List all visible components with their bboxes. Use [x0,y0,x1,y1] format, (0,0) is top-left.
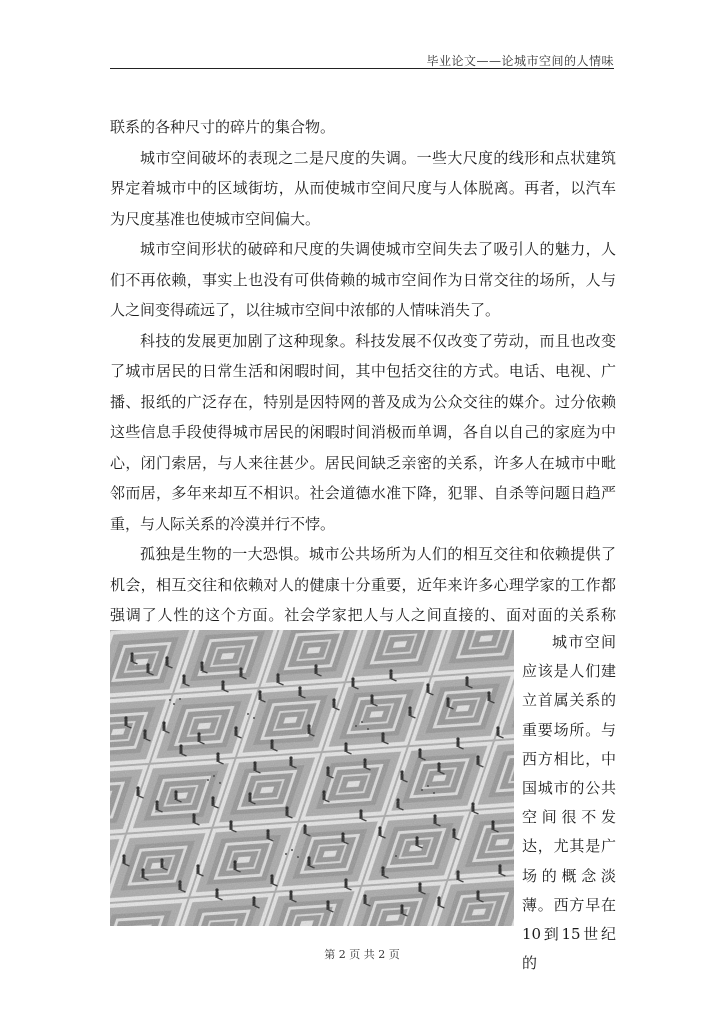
page-footer: 第 2 页 共 2 页 [324,948,400,961]
side-text [522,628,616,978]
plaza-photo-illustration [110,630,514,926]
paragraph-1: 联系的各种尺寸的碎片的集合物。 [110,118,336,136]
page-header-title: 毕业论文——论城市空间的人情味 [426,54,614,68]
side-paragraph: 城市空间应该是人们建立首属关系的重要场所。与西方相比，中国城市的公共空间很不发达，尤其是广场的概念淡薄。西方早在10到15世纪的 [522,633,616,973]
header-rule [110,68,614,69]
paragraph-3: 城市空间形状的破碎和尺度的失调使城市空间失去了吸引人的魅力，人们不再依赖，事实上也没有可供倚赖的城市空间作为日常交往的场所，人与人之间变得疏远了，以往城市空间中浓郁的人情味消失了。 [110,240,616,319]
paragraph-5: 孤独是生物的一大恐惧。城市公共场所为人们的相互交往和依赖提供了机会，相互交往和依赖对人的健康十分重要，近年来许多心理学家的工作都强调了人性的这个方面。社会学家把人与人之间直接的、面对面的关系称 [110,545,616,624]
paragraph-2: 城市空间破坏的表现之二是尺度的失调。一些大尺度的线形和点状建筑界定着城市中的区域街坊，从而使城市空间尺度与人体脱离。再者，以汽车为尺度基准也使城市空间偏大。 [110,148,616,228]
body-text [110,112,616,661]
paragraph-4: 科技的发展更加剧了这种现象。科技发展不仅改变了劳动，而且也改变了城市居民的日常生活和闲暇时间，其中包括交往的方式。电话、电视、广播、报纸的广泛存在，特别是因特网的普及成为公众交往的媒介。过分依赖这些信息手段使得城市居民的闲暇时间消极而单调，各自以自己的家庭为中心，闭门索居，与人来往甚少。居民间缺乏亲密的关系，许多人在城市中毗邻而居，多年来却互不相识。社会道德水准下降，犯罪、自杀等问题日趋严重，与人际关系的冷漠并行不悖。 [110,331,616,533]
plaza-photo [110,630,514,926]
